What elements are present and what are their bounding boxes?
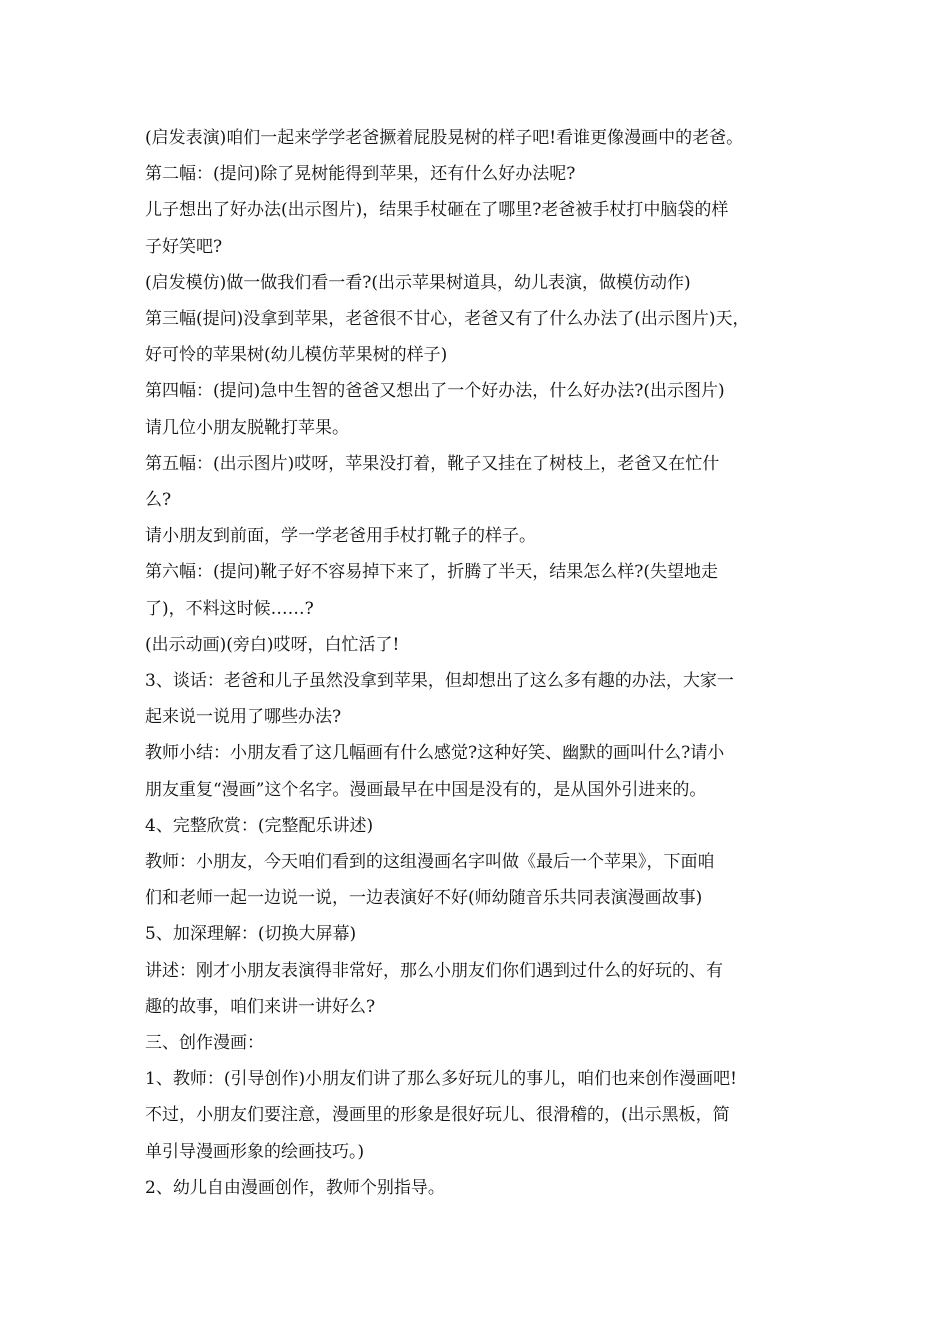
text-line: (启发模仿)做一做我们看一看?(出示苹果树道具，幼儿表演，做模仿动作) (145, 272, 691, 293)
text-line: 们和老师一起一边说一说，一边表演好不好(师幼随音乐共同表演漫画故事) (145, 888, 703, 909)
text-line: 儿子想出了好办法(出示图片)，结果手杖砸在了哪里?老爸被手杖打中脑袋的样 (145, 200, 729, 221)
text-line: 第四幅：(提问)急中生智的爸爸又想出了一个好办法，什么好办法?(出示图片) (145, 381, 725, 402)
text-line: 第三幅(提问)没拿到苹果，老爸很不甘心，老爸又有了什么办法了(出示图片)天， (145, 309, 750, 330)
text-line: 请几位小朋友脱靴打苹果。 (145, 417, 349, 438)
text-line: 第六幅：(提问)靴子好不容易掉下来了，折腾了半天，结果怎么样?(失望地走 (145, 562, 719, 583)
text-line: 第五幅：(出示图片)哎呀，苹果没打着，靴子又挂在了树枝上，老爸又在忙什 (145, 453, 720, 474)
text-line: 趣的故事，咱们来讲一讲好么? (145, 996, 376, 1017)
text-line: 不过，小朋友们要注意，漫画里的形象是很好玩儿、很滑稽的，(出示黑板，简 (145, 1105, 730, 1126)
text-line: 讲述：刚才小朋友表演得非常好，那么小朋友们你们遇到过什么的好玩的、有 (145, 960, 723, 981)
text-line: 单引导漫画形象的绘画技巧。) (145, 1141, 365, 1162)
text-line: 教师：小朋友，今天咱们看到的这组漫画名字叫做《最后一个苹果》，下面咱 (145, 852, 715, 873)
text-line: 5、加深理解：(切换大屏幕) (145, 924, 357, 945)
text-line: 起来说一说用了哪些办法? (145, 707, 342, 728)
text-line: (出示动画)(旁白)哎呀，白忙活了! (145, 634, 400, 655)
text-line: 了)，不料这时候……? (145, 598, 314, 619)
text-line: 三、创作漫画： (145, 1033, 264, 1054)
text-line: 第二幅：(提问)除了晃树能得到苹果，还有什么好办法呢? (145, 164, 576, 185)
text-line: 1、教师：(引导创作)小朋友们讲了那么多好玩儿的事儿，咱们也来创作漫画吧! (145, 1069, 737, 1090)
text-line: 4、完整欣赏：(完整配乐讲述) (145, 815, 374, 836)
text-line: 2、幼儿自由漫画创作，教师个别指导。 (145, 1177, 445, 1198)
text-line: 子好笑吧? (145, 236, 223, 257)
text-line: (启发表演)咱们一起来学学老爸撅着屁股晃树的样子吧!看谁更像漫画中的老爸。 (145, 128, 744, 148)
text-line: 么? (145, 490, 172, 511)
text-line: 请小朋友到前面，学一学老爸用手杖打靴子的样子。 (145, 526, 536, 547)
text-line: 朋友重复“漫画”这个名字。漫画最早在中国是没有的，是从国外引进来的。 (145, 779, 707, 800)
text-line: 教师小结：小朋友看了这几幅画有什么感觉?这种好笑、幽默的画叫什么?请小 (145, 743, 725, 764)
text-line: 好可怜的苹果树(幼儿模仿苹果树的样子) (145, 345, 448, 366)
document-body (145, 120, 815, 1206)
text-line: 3、谈话：老爸和儿子虽然没拿到苹果，但却想出了这么多有趣的办法，大家一 (145, 671, 734, 692)
